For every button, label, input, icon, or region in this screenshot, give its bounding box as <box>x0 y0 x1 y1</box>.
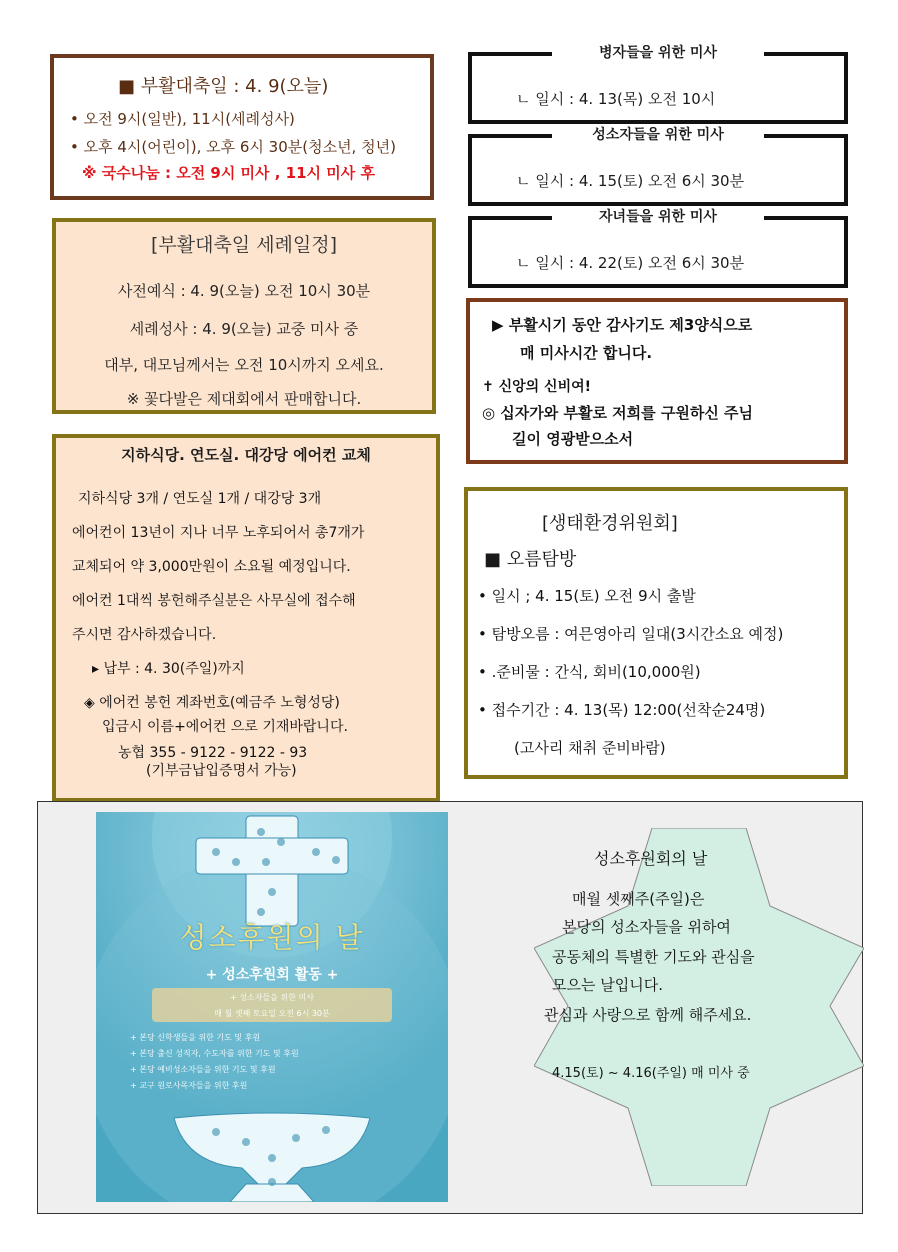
aircon-title: 지하식당. 연도실. 대강당 에어컨 교체 <box>121 446 371 464</box>
mass-date-children: ㄴ 일시 : 4. 22(토) 오전 6시 30분 <box>516 254 745 272</box>
thanks-line-5: 길이 영광받으소서 <box>512 430 634 448</box>
baptism-line-4: ※ 꽃다발은 제대회에서 판매합니다. <box>126 390 362 408</box>
mass-date-sick: ㄴ 일시 : 4. 13(목) 오전 10시 <box>516 90 716 108</box>
eco-line-4: • 접수기간 : 4. 13(목) 12:00(선착순24명) <box>478 701 766 719</box>
aircon-account-title: ◈ 에어컨 봉헌 계좌번호(예금주 노형성당) <box>84 695 340 711</box>
star-line-6: 4.15(토) ~ 4.16(주일) 매 미사 중 <box>552 1066 750 1081</box>
baptism-schedule-box <box>52 218 436 414</box>
vocation-day-star <box>534 828 864 1186</box>
easter-line-1: • 오전 9시(일반), 11시(세례성사) <box>70 110 295 128</box>
mass-date-vocations: ㄴ 일시 : 4. 15(토) 오전 6시 30분 <box>516 172 745 190</box>
star-line-4: 모으는 날입니다. <box>552 976 663 994</box>
thanks-line-2: 매 미사시간 합니다. <box>520 344 653 362</box>
noodle-sharing-notice: ※ 국수나눔 : 오전 9시 미사 , 11시 미사 후 <box>82 164 375 182</box>
aircon-line-2: 에어컨이 13년이 지나 너무 노후되어서 총7개가 <box>72 525 365 541</box>
star-line-3: 공동체의 특별한 기도와 관심을 <box>552 948 755 966</box>
mass-box-vocations <box>468 127 848 206</box>
baptism-line-1: 사전예식 : 4. 9(오늘) 오전 10시 30분 <box>117 282 371 300</box>
vocation-poster <box>96 812 448 1202</box>
aircon-deadline: ▸ 납부 : 4. 30(주일)까지 <box>92 661 245 677</box>
eco-line-3: • .준비물 : 간식, 회비(10,000원) <box>478 663 701 681</box>
aircon-line-3: 교체되어 약 3,000만원이 소요될 예정입니다. <box>72 559 351 575</box>
aircon-account-number: 농협 355 - 9122 - 9122 - 93 <box>118 745 308 761</box>
baptism-line-3: 대부, 대모님께서는 오전 10시까지 오세요. <box>104 356 384 374</box>
poster-item-1: + 본당 신학생들을 위한 기도 및 후원 <box>130 1033 261 1042</box>
poster-item-2: + 본당 출신 성직자, 수도자를 위한 기도 및 후원 <box>130 1049 299 1058</box>
poster-title: 성소후원의 날 <box>179 921 365 954</box>
eco-title: [생태환경위원회] <box>542 513 678 534</box>
easter-schedule-box <box>50 54 434 200</box>
eco-line-1: • 일시 ; 4. 15(토) 오전 9시 출발 <box>478 587 696 605</box>
baptism-line-2: 세례성사 : 4. 9(오늘) 교중 미사 중 <box>129 320 359 338</box>
star-line-1: 매월 셋째주(주일)은 <box>572 890 705 908</box>
poster-activity: + 성소후원회 활동 + <box>205 967 339 983</box>
easter-title: ■ 부활대축일 : 4. 9(오늘) <box>118 76 329 97</box>
mass-box-children <box>468 209 848 288</box>
thanks-line-1: ▶ 부활시기 동안 감사기도 제3양식으로 <box>492 316 753 334</box>
eco-subtitle: ■ 오름탐방 <box>484 549 577 570</box>
poster-background <box>96 812 448 1202</box>
aircon-replacement-box <box>52 434 440 802</box>
poster-box-line-2: 매 월 셋째 토요일 오전 6시 30분 <box>214 1009 330 1018</box>
aircon-receipt-note: (기부금납입증명서 가능) <box>146 763 297 779</box>
star-line-5: 관심과 사랑으로 함께 해주세요. <box>544 1006 752 1024</box>
thanks-line-3: ✝ 신앙의 신비여! <box>482 379 592 395</box>
baptism-title: [부활대축일 세례일정] <box>150 234 338 256</box>
poster-item-4: + 교구 원로사목자들을 위한 후원 <box>130 1081 248 1090</box>
mass-box-sick <box>468 45 848 124</box>
eco-line-2: • 탐방오름 : 여믄영아리 일대(3시간소요 예정) <box>478 625 784 643</box>
aircon-account-note: 입금시 이름+에어컨 으로 기재바랍니다. <box>102 719 348 735</box>
mass-title-vocations: 성소자들을 위한 미사 <box>592 127 724 143</box>
poster-box-line-1: + 성소자들을 위한 미사 <box>230 993 314 1002</box>
mass-title-children: 자녀들을 위한 미사 <box>599 209 717 225</box>
easter-line-2: • 오후 4시(어린이), 오후 6시 30분(청소년, 청년) <box>70 138 396 156</box>
aircon-line-5: 주시면 감사하겠습니다. <box>72 627 217 643</box>
aircon-line-1: 지하식당 3개 / 연도실 1개 / 대강당 3개 <box>78 491 322 507</box>
thanksgiving-prayer-box <box>466 298 848 464</box>
eco-committee-box <box>464 487 848 779</box>
aircon-line-4: 에어컨 1대씩 봉헌해주실분은 사무실에 접수해 <box>72 593 356 609</box>
poster-item-3: + 본당 예비성소자들을 위한 기도 및 후원 <box>130 1065 276 1074</box>
star-line-2: 본당의 성소자들을 위하여 <box>562 918 731 936</box>
mass-title-sick: 병자들을 위한 미사 <box>599 45 717 61</box>
thanks-line-4: ◎ 십자가와 부활로 저희를 구원하신 주님 <box>482 404 754 422</box>
eco-line-5: (고사리 채취 준비바람) <box>514 739 666 757</box>
star-title: 성소후원회의 날 <box>594 849 708 868</box>
